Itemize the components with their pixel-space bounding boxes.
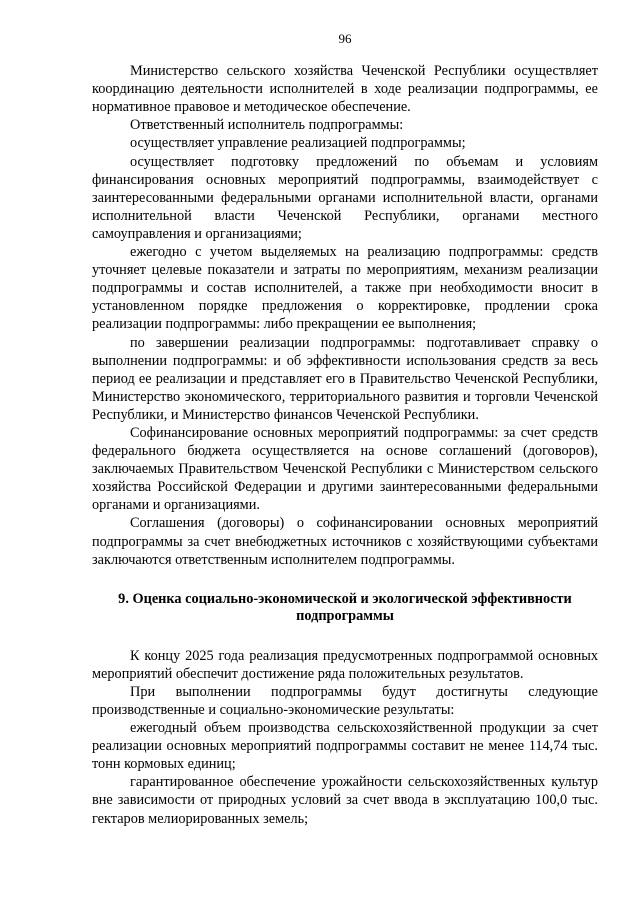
paragraph: Софинансирование основных мероприятий подпрограммы: за счет средств федерального бюджета осуществляется на основе соглашений (договоров), заключаемых Правительством Чеченской Республики с Министерством сельского хозяйства Российской Федерации и другими заинтересованными федеральными органами и организациями. xyxy=(92,424,598,514)
section-heading-line: 9. Оценка социально-экономической и экологической эффективности xyxy=(118,590,572,607)
paragraph: по завершении реализации подпрограммы: подготавливает справку о выполнении подпрограммы: и об эффективности использования средств за весь период ее реализации и представляет его в Правительство Чеченской Республики, Министерство экономического, территориального развития и торговли Чеченской Республики, и Министерство финансов Чеченской Республики. xyxy=(92,334,598,423)
paragraph: ежегодный объем производства сельскохозяйственной продукции за счет реализации основных мероприятий подпрограммы составит не менее 114,74 тыс. тонн кормовых единиц; xyxy=(92,720,598,773)
paragraph: Соглашения (договоры) о софинансировании основных мероприятий подпрограммы за счет внебюджетных источников с хозяйствующими субъектами заключаются ответственным исполнителем подпрограммы. xyxy=(92,515,598,568)
paragraph: Министерство сельского хозяйства Чеченской Республики осуществляет координацию деятельности исполнителей в ходе реализации подпрограммы, ее нормативное правовое и методическое обеспечение. xyxy=(92,63,598,116)
paragraph: ежегодно с учетом выделяемых на реализацию подпрограммы: средств уточняет целевые показатели и затраты по мероприятиям, механизм реализации подпрограммы и состав исполнителей, а также при необходимости вносит в установленном порядке предложения о корректировке, продлении срока реализации подпрограммы: либо прекращении ее выполнения; xyxy=(92,244,598,333)
page-number: 96 xyxy=(338,31,352,46)
paragraph: осуществляет управление реализацией подпрограммы; xyxy=(130,135,466,152)
paragraph: К концу 2025 года реализация предусмотренных подпрограммой основных мероприятий обеспечит достижение ряда положительных результатов. xyxy=(92,647,598,682)
section-heading xyxy=(92,591,598,625)
section-efficiency xyxy=(92,647,598,828)
paragraph: гарантированное обеспечение урожайности сельскохозяйственных культур вне зависимости от природных условий за счет ввода в эксплуатацию 100,0 тыс. гектаров мелиорированных земель; xyxy=(92,774,598,827)
paragraph: При выполнении подпрограммы будут достигнуты следующие производственные и социально-экономические результаты: xyxy=(92,683,598,718)
document-page xyxy=(92,30,598,828)
paragraph: осуществляет подготовку предложений по объемам и условиям финансирования основных мероприятий подпрограммы, взаимодействует с заинтересованными федеральными органами исполнительной власти, органами исполнительной власти Чеченской Республики, органами местного самоуправления и организациями; xyxy=(92,153,598,242)
section-heading-line: подпрограммы xyxy=(296,607,394,624)
section-implementation xyxy=(92,62,598,569)
paragraph: Ответственный исполнитель подпрограммы: xyxy=(130,117,404,134)
